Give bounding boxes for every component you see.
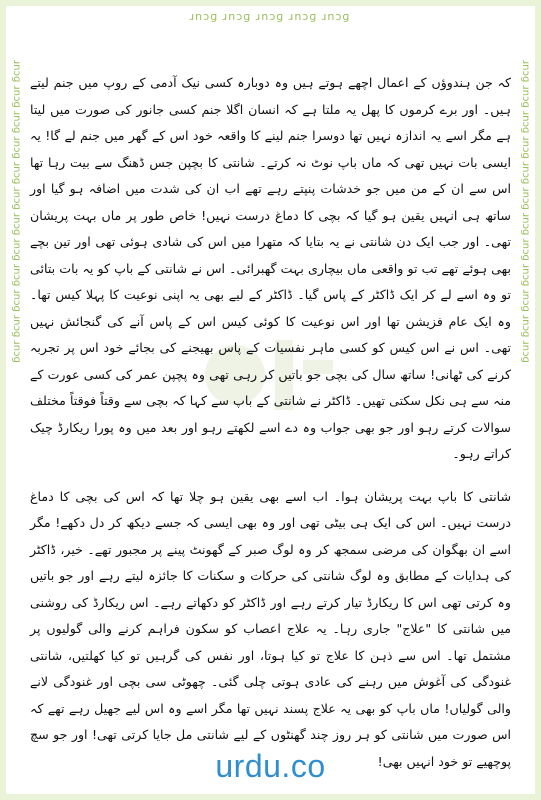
left-border-pattern: ɹnɔɡ ɹnɔɡ ɹnɔɡ ɹnɔɡ ɹnɔɡ ɹnɔɡ ɹnɔɡ ɹnɔɡ ɹnɔɡ ɹnɔɡ ɹnɔɡ ɹnɔɡ: [11, 60, 22, 363]
right-border-pattern: ɹnɔɡ ɹnɔɡ ɹnɔɡ ɹnɔɡ ɹnɔɡ ɹnɔɡ ɹnɔɡ ɹnɔɡ ɹnɔɡ ɹnɔɡ ɹnɔɡ ɹnɔɡ: [520, 60, 531, 363]
paragraph-2: شانتی کا باپ بہت پریشان ہوا۔ اب اسے بھی یقین ہو چلا تھا کہ اس کی بچی کا دماغ درست نہیں۔ اس کی ایک ہی بیٹی تھی اور وہ بھی ایسی کہ جسے دیکھ کر دل دکھے! مگر اسے ان بھگوان کی مرضی سمجھ کر وہ لوگ صبر کے گھونٹ پینے پر مجبور تھے۔ خیر، ڈاکٹر کی ہدایات کے مطابق وہ لوگ شانتی کی حرکات و سکنات کا جائزہ لیتے رہے اور جو باتیں وہ کرتی تھی اس کا ریکارڈ تیار کرتے رہے اور ڈاکٹر کو دکھاتے رہے۔ اس ریکارڈ کی روشنی میں شانتی کا "علاج" جاری رہا۔ یہ علاج اعصاب کو سکون فراہم کرنے والی گولیوں پر مشتمل تھا۔ اس سے ذہن کا علاج تو کیا ہوتا، اور نفس کی گرہیں تو کیا کھلتیں، شانتی غنودگی کی آغوش میں رہنے کی عادی ہوتی چلی گئی۔ چھوٹی سی بچی اور غنودگی لانے والی گولیاں! ماں باپ کو بھی یہ علاج پسند نہیں تھا مگر اسے وہ اس لیے جھیل رہے تھے کہ اس صورت میں شانتی کو ہر روز چند گھنٹوں کے لیے شانتی مل جایا کرتی تھی! اور جو سچ پوچھیے تو خود انہیں بھی!: [30, 488, 511, 769]
top-border-pattern: ɹnɔɡ ɹnɔɡ ɹnɔɡ ɹnɔɡ ɹnɔɡ: [189, 10, 351, 23]
document-body: [30, 70, 511, 791]
paragraph-1: کہ جن ہندوؤں کے اعمال اچھے ہوتے ہیں وہ دوبارہ کسی نیک آدمی کے روپ میں جنم لیتے ہیں۔ اور برے کرموں کا پھل یہ ملتا ہے کہ انسان اگلا جنم کسی جانور کی صورت میں لیتا ہے مگر اسے یہ اندازہ نہیں تھا دوسرا جنم لینے کا واقعہ خود اس کے گھر میں جنم لے گا! یہ ایسی بات نہیں تھی کہ ماں باپ نوٹ نہ کرتے۔ شانتی کا بچپن جس ڈھنگ سے بیت رہا تھا اس سے ان کے من میں جو خدشات پنپتے رہے تھے اب ان کی شدت میں اضافہ ہو گیا اور ساتھ ہی انہیں یقین ہو گیا کہ بچی کا دماغ درست نہیں! خاص طور پر ماں بہت پریشان تھی۔ اور جب ایک دن شانتی نے یہ بتایا کہ متھرا میں اس کی شادی ہوئی تھی اور تین بچے بھی ہوئے تھے تب تو واقعی ماں بیچاری بہت گھبرائی۔ اس نے شانتی کے باپ کو یہ بات بتائی تو وہ اسے لے کر ایک ڈاکٹر کے پاس گیا۔ ڈاکٹر کے لیے بھی یہ اپنی نوعیت کا پہلا کیس تھا۔ وہ ایک عام فزیشن تھا اور اس نوعیت کا کوئی کیس اس کے پاس آنے کی گنجائش نہیں تھی۔ اس نے اس کیس کو کسی ماہر نفسیات کے پاس بھیجنے کی بجائے خود اس پر تجربہ کرنے کی ٹھانی! ساتھ سال کی بچی جو باتیں کر رہی تھی وہ پچپن عمر کی کسی عورت کے منہ سے ہی نکل سکتی تھیں۔ ڈاکٹر نے شانتی کے باپ سے کہا کہ بچی سے وقتاً فوقتاً مختلف سوالات کرتے رہو اور جو بھی جواب وہ دے اسے لکھتے رہو اور بعد میں وہ پورا ریکارڈ چیک کراتے رہو۔: [30, 75, 511, 461]
site-logo: urdu.co: [215, 748, 326, 784]
